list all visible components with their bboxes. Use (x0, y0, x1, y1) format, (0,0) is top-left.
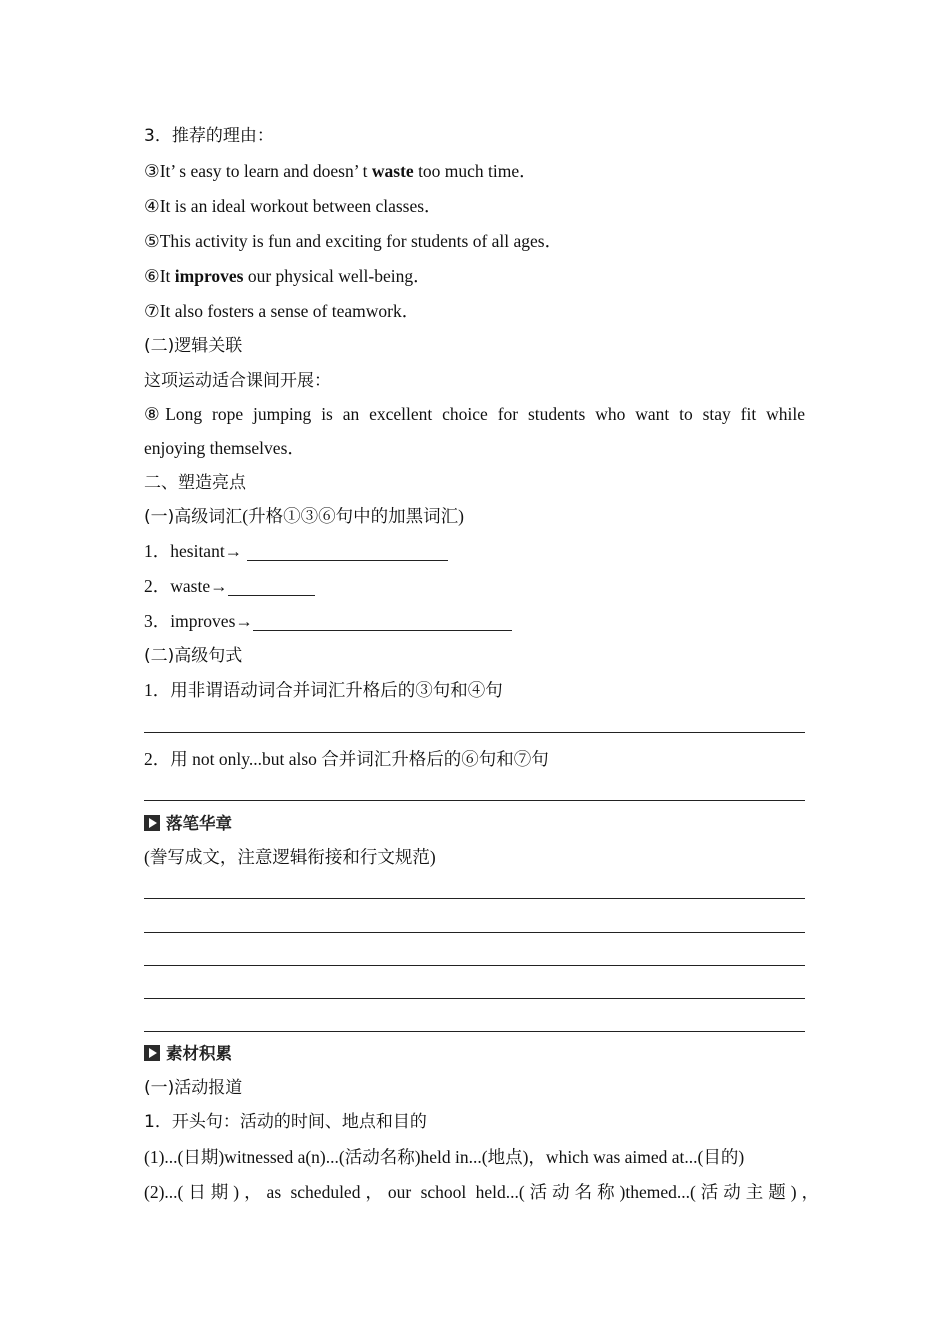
writing-line-3[interactable] (144, 965, 805, 966)
writing-section-title (144, 812, 232, 836)
writing-line-4[interactable] (144, 998, 805, 999)
vocab-item-1 (144, 539, 805, 563)
vocab-item-1-blank[interactable] (247, 542, 448, 561)
vocab-item-2-blank[interactable] (228, 577, 315, 596)
task-1-prompt: 1．用非谓语动词合并词汇升格后的③句和④句 (144, 680, 503, 700)
writing-instruction: (誊写成文，注意逻辑衔接和行文规范) (144, 847, 436, 867)
materials-title-text: 素材积累 (166, 1044, 232, 1063)
play-icon (144, 1045, 160, 1061)
sentence-3 (144, 159, 805, 183)
vocab-item-3-blank[interactable] (253, 612, 512, 631)
sentence-6 (144, 264, 805, 288)
play-icon (144, 815, 160, 831)
task-2-answer-line[interactable] (144, 800, 805, 801)
materials-heading: (一)活动报道 (144, 1078, 243, 1098)
vocab-item-2-label: 2．waste→ (144, 576, 228, 596)
writing-line-1[interactable] (144, 898, 805, 899)
logic-subheading: 这项运动适合课间开展： (144, 371, 331, 391)
vocab-item-2 (144, 574, 805, 598)
sentence-6-text-b: our physical well-being． (243, 266, 431, 286)
vocab-item-3 (144, 609, 805, 633)
sentence-pattern-heading: (二)高级句式 (144, 646, 243, 666)
writing-line-5[interactable] (144, 1031, 805, 1032)
sentence-8-line-1: ⑧Long rope jumping is an excellent choice for students who want to stay fit while (144, 404, 805, 424)
sentence-3-text-b: too much time． (413, 161, 537, 181)
writing-title-text: 落笔华章 (166, 814, 232, 833)
writing-line-2[interactable] (144, 932, 805, 933)
reasons-heading: 3．推荐的理由： (144, 126, 274, 146)
example-2: (2)...(日期)，as scheduled，our school held...(活动名称)themed...(活动主题)， (144, 1182, 819, 1202)
sentence-8-line-2: enjoying themselves． (144, 438, 305, 458)
materials-subheading: 1．开头句：活动的时间、地点和目的 (144, 1112, 427, 1132)
vocab-heading-label: (一)高级词汇 (144, 507, 243, 527)
logic-heading: (二)逻辑关联 (144, 336, 243, 356)
sentence-4: ④It is an ideal workout between classes． (144, 196, 442, 216)
sentence-3-bold: waste (371, 161, 414, 181)
vocab-heading-note: (升格①③⑥句中的加黑词汇) (242, 506, 464, 526)
vocab-heading (144, 504, 805, 529)
sentence-6-text-a: ⑥It (144, 266, 175, 286)
sentence-5: ⑤This activity is fun and exciting for students of all ages． (144, 231, 563, 251)
highlights-heading: 二、塑造亮点 (144, 473, 246, 493)
materials-section-title (144, 1042, 232, 1066)
task-1-answer-line[interactable] (144, 732, 805, 733)
vocab-item-3-label: 3．improves→ (144, 611, 253, 631)
sentence-3-text-a: ③It’ s easy to learn and doesn’ t (144, 161, 372, 181)
task-2-prompt: 2．用 not only...but also 合并词汇升格后的⑥句和⑦句 (144, 749, 549, 769)
vocab-item-1-label: 1．hesitant→ (144, 541, 247, 561)
sentence-7: ⑦It also fosters a sense of teamwork． (144, 301, 420, 321)
example-1: (1)...(日期)witnessed a(n)...(活动名称)held in...(地点)，which was aimed at...(目的) (144, 1147, 745, 1167)
sentence-6-bold: improves (174, 266, 244, 286)
